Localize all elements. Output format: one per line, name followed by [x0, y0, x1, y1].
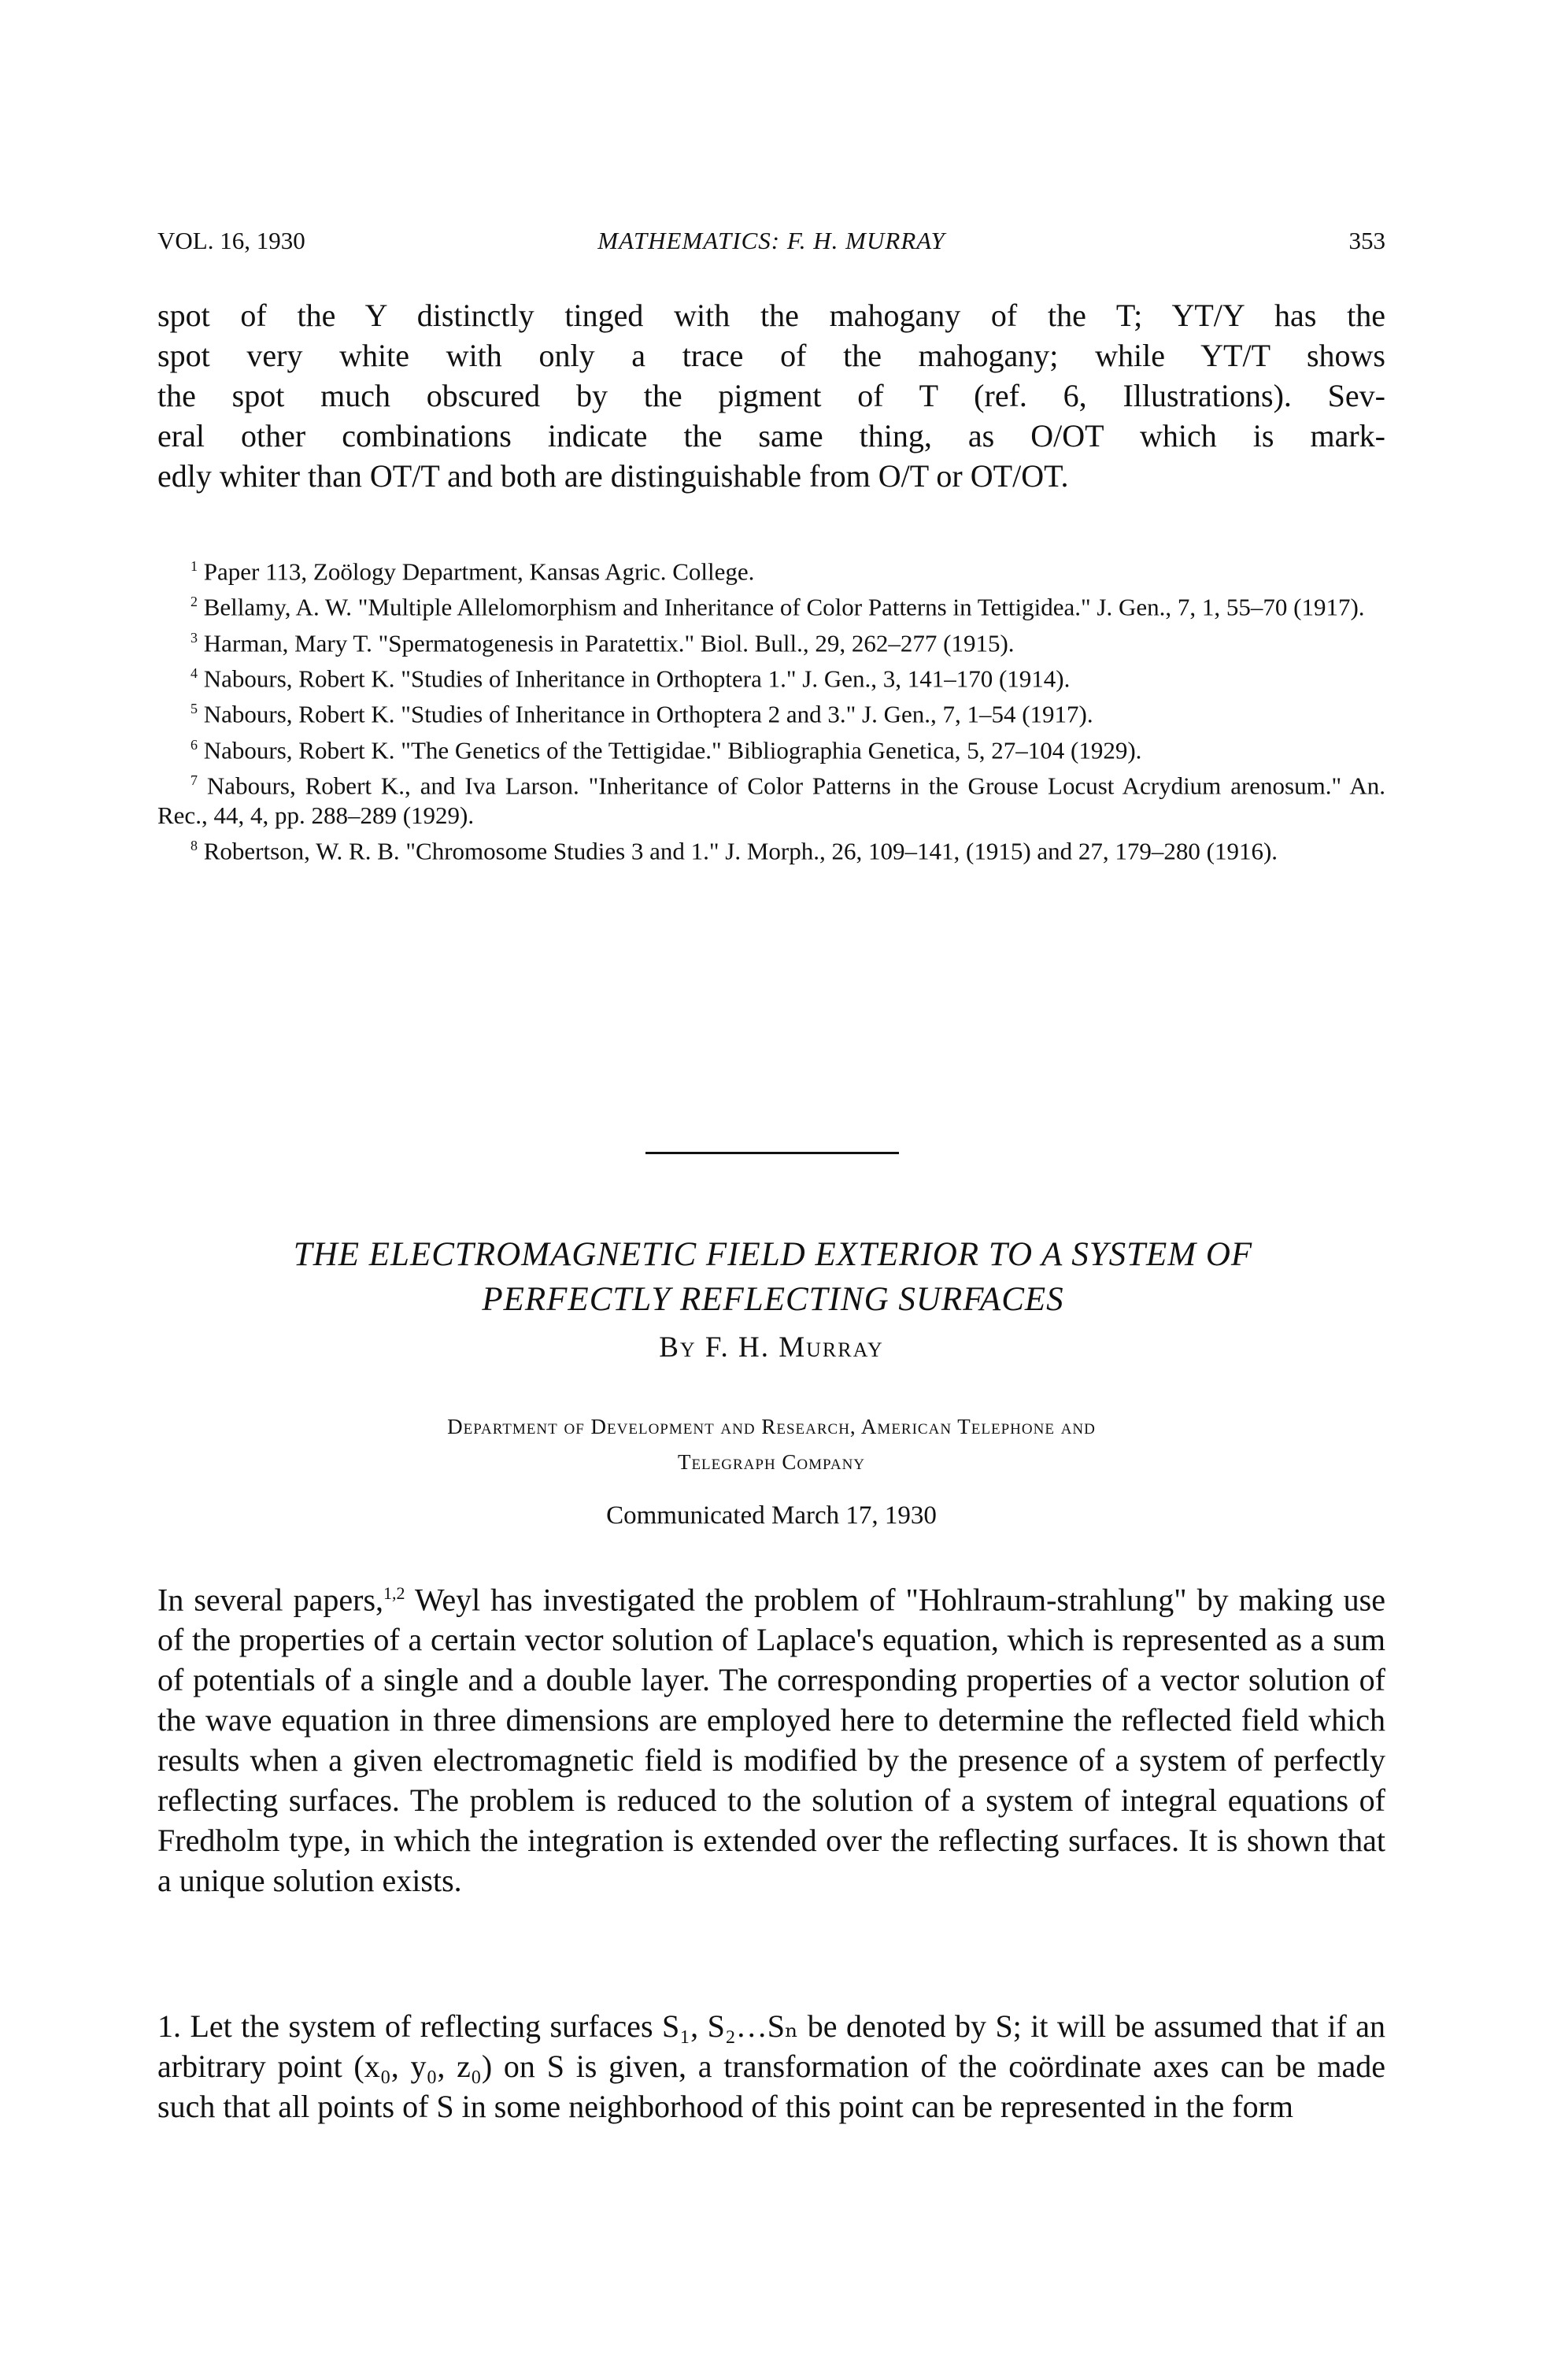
footnote [157, 730, 1385, 765]
abstract-text: Weyl has investigated the problem of "Hohlraum-strahlung" by making use of the properties of a certain vector solution of Laplace's equation, which is represented as a sum of potentials of a single and a double layer. The corresponding properties of a vector solution of the wave equation in three dimensions are employed here to determine the reflected field which results when a given electromagnetic field is modified by the presence of a system of perfectly reflecting surfaces. The problem is reduced to the solution of a system of integral equations of Fredholm type, in which the integration is extended over the reflecting surfaces. It is shown that a unique solution exists. [157, 1582, 1385, 1899]
footnote-number: 3 [190, 629, 198, 646]
footnote-text: Robertson, W. R. B. "Chromosome Studies 3 and 1." J. Morph., 26, 109–141, (1915) and 27, 179–280 (1916). [203, 837, 1278, 865]
running-head [157, 227, 1385, 266]
communicated-date: Communicated March 17, 1930 [606, 1501, 937, 1530]
intro-line: the spot much obscured by the pigment of T (ref. 6, Illustrations). Sev- [157, 378, 1385, 413]
footnote-number: 2 [190, 594, 198, 610]
footnote-text: Bellamy, A. W. "Multiple Allelomorphism and Inheritance of Color Patterns in Tettigidea." J. Gen., 7, 1, 55–70 (1917). [203, 593, 1365, 621]
intro-line: spot of the Y distinctly tinged with the mahogany of the T; YT/Y has the [157, 298, 1385, 333]
footnote [157, 658, 1385, 694]
footnote-text: Paper 113, Zoölogy Department, Kansas Agric. College. [203, 557, 755, 586]
section-divider [645, 1152, 899, 1154]
intro-line: spot very white with only a trace of the mahogany; while YT/T shows [157, 338, 1385, 373]
title-line: PERFECTLY REFLECTING SURFACES [482, 1281, 1064, 1318]
footnote [157, 831, 1385, 866]
page-number: 353 [1348, 227, 1385, 254]
footnote [157, 694, 1385, 729]
footnote [157, 551, 1385, 587]
affiliation-line: Telegraph Company [677, 1450, 866, 1474]
abstract-paragraph [157, 1573, 1385, 1901]
affiliation-line: Department of Development and Research, American Telephone and [447, 1415, 1096, 1438]
article-title [134, 1232, 1412, 1322]
footnote-number: 5 [190, 701, 198, 717]
footnote [157, 765, 1385, 831]
footnote-number: 7 [190, 772, 198, 788]
footnote-number: 4 [190, 664, 198, 681]
footnote-number: 8 [190, 838, 198, 854]
footnote-text: Nabours, Robert K. "The Genetics of the Tettigidae." Bibliographia Genetica, 5, 27–104 (1929). [203, 735, 1142, 764]
footnote-text: Nabours, Robert K. "Studies of Inheritance in Orthoptera 1." J. Gen., 3, 141–170 (1914). [203, 664, 1071, 693]
section-1-paragraph: 1. Let the system of reflecting surfaces S₁, S₂…Sₙ be denoted by S; it will be assumed that if an arbitrary point (x₀, y₀, z₀) on S is given, a transformation of the coördinate axes can be made such that all points of S in some neighborhood of this point can be represented in the form [157, 2008, 1385, 2124]
intro-paragraph [157, 295, 1385, 496]
volume-label: VOL. 16, 1930 [157, 227, 305, 254]
footnote [157, 587, 1385, 622]
footnotes [157, 551, 1385, 867]
intro-line: edly whiter than OT/T and both are distinguishable from O/T or OT/OT. [157, 458, 1069, 494]
title-line: THE ELECTROMAGNETIC FIELD EXTERIOR TO A SYSTEM OF [293, 1236, 1253, 1273]
running-title: MATHEMATICS: F. H. MURRAY [597, 227, 945, 254]
reference-superscript: 1,2 [383, 1583, 405, 1603]
footnote-number: 1 [190, 558, 198, 574]
footnote-text: Nabours, Robert K. "Studies of Inheritance in Orthoptera 2 and 3." J. Gen., 7, 1–54 (1917). [203, 700, 1093, 728]
author-byline: By F. H. Murray [659, 1331, 884, 1364]
intro-line: eral other combinations indicate the same thing, as O/OT which is mark- [157, 418, 1385, 453]
author-affiliation [205, 1409, 1338, 1480]
footnote [157, 623, 1385, 658]
footnote-number: 6 [190, 736, 198, 753]
footnote-text: Harman, Mary T. "Spermatogenesis in Paratettix." Biol. Bull., 29, 262–277 (1915). [203, 628, 1015, 657]
footnote-text: Nabours, Robert K., and Iva Larson. "Inheritance of Color Patterns in the Grouse Locust Acrydium arenosum." An. Rec., 44, 4, pp. 288–289 (1929). [157, 772, 1385, 830]
abstract-lead: In several papers, [157, 1582, 384, 1618]
